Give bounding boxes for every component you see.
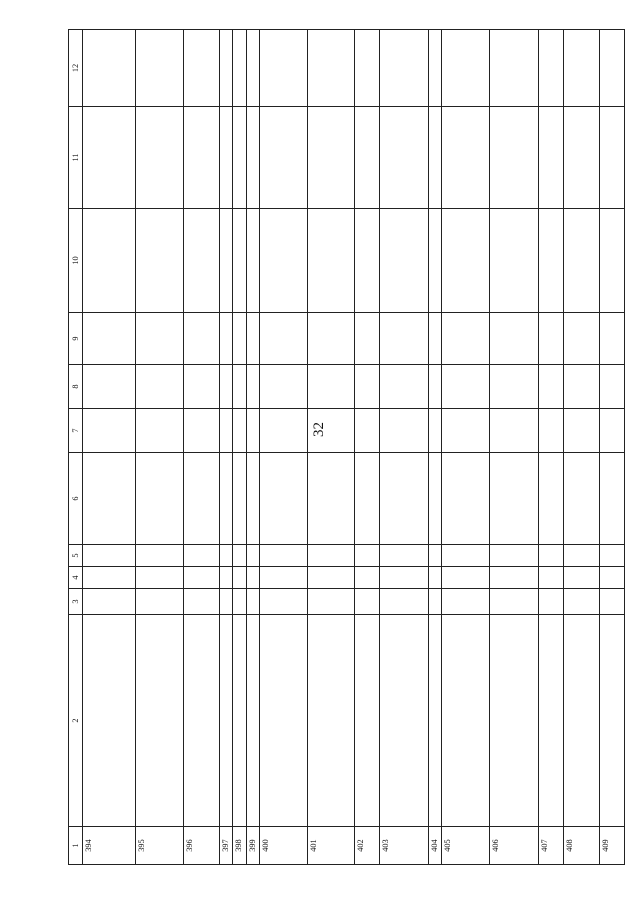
table-cell (260, 365, 307, 409)
table-cell (563, 567, 599, 589)
table-cell (183, 453, 219, 545)
table-cell (442, 409, 490, 453)
table-cell (442, 107, 490, 209)
table-cell (260, 615, 307, 827)
table-cell (599, 567, 624, 589)
table-cell (538, 209, 563, 313)
table-cell (442, 545, 490, 567)
table-cell (219, 107, 233, 209)
table-cell (183, 615, 219, 827)
table-cell (538, 409, 563, 453)
table-cell (380, 567, 428, 589)
table-cell (260, 409, 307, 453)
table-cell (183, 30, 219, 107)
table-cell (83, 545, 136, 567)
table-cell (83, 107, 136, 209)
table-cell (135, 30, 183, 107)
table-cell (563, 107, 599, 209)
table-cell (246, 409, 260, 453)
table-cell (442, 30, 490, 107)
table-cell (260, 209, 307, 313)
column-number-row (69, 30, 83, 865)
table-cell (233, 107, 247, 209)
table-cell (233, 567, 247, 589)
table-cell (246, 453, 260, 545)
table-cell (183, 313, 219, 365)
table-cell (599, 107, 624, 209)
table-cell (135, 107, 183, 209)
table-cell (428, 107, 442, 209)
table-cell (83, 453, 136, 545)
table-cell (563, 30, 599, 107)
table-cell (428, 365, 442, 409)
table-cell: 402 (354, 827, 379, 865)
table-cell (307, 453, 354, 545)
table-cell (307, 409, 354, 453)
table-cell (428, 30, 442, 107)
table-cell (599, 545, 624, 567)
table-cell (538, 589, 563, 615)
table-cell (233, 589, 247, 615)
table-cell (380, 365, 428, 409)
table-cell (83, 409, 136, 453)
table-cell (442, 589, 490, 615)
table-cell (599, 365, 624, 409)
table-cell (428, 209, 442, 313)
table-cell (135, 365, 183, 409)
table-cell (490, 453, 538, 545)
table-cell (233, 313, 247, 365)
table-row (135, 30, 183, 865)
column-number: 2 (69, 615, 83, 827)
table-cell (183, 567, 219, 589)
table-cell (354, 30, 379, 107)
table-cell (428, 589, 442, 615)
table-cell (538, 453, 563, 545)
table-cell (246, 107, 260, 209)
table-cell (183, 365, 219, 409)
table-cell (599, 30, 624, 107)
table-cell (563, 453, 599, 545)
table-cell: 396 (183, 827, 219, 865)
table-cell (233, 615, 247, 827)
table-cell (260, 453, 307, 545)
table-cell (380, 313, 428, 365)
table-cell (380, 545, 428, 567)
table-cell (135, 409, 183, 453)
table-cell (490, 365, 538, 409)
table-cell: 408 (563, 827, 599, 865)
table-cell (219, 453, 233, 545)
table-cell (563, 209, 599, 313)
table-cell (219, 365, 233, 409)
table-cell (354, 365, 379, 409)
table-cell: 399 (246, 827, 260, 865)
table-cell (183, 409, 219, 453)
table-row (307, 30, 354, 865)
table-cell (307, 209, 354, 313)
table-cell (442, 567, 490, 589)
table-cell (83, 567, 136, 589)
table-cell (219, 567, 233, 589)
table-cell (538, 615, 563, 827)
table-cell (260, 30, 307, 107)
table-row (380, 30, 428, 865)
table-cell (219, 589, 233, 615)
table-row (538, 30, 563, 865)
table-row (219, 30, 233, 865)
table-cell (307, 30, 354, 107)
table-cell (260, 567, 307, 589)
table-cell (83, 30, 136, 107)
table-cell (83, 313, 136, 365)
table-cell (135, 567, 183, 589)
table-cell (233, 365, 247, 409)
table-cell (233, 409, 247, 453)
table-cell (354, 453, 379, 545)
table-cell (490, 409, 538, 453)
table-cell (599, 589, 624, 615)
table-cell: 401 (307, 827, 354, 865)
table-cell (233, 545, 247, 567)
table-cell (135, 545, 183, 567)
table-cell (219, 30, 233, 107)
table-cell: 398 (233, 827, 247, 865)
table-cell: 395 (135, 827, 183, 865)
table-cell (538, 107, 563, 209)
table-cell (183, 209, 219, 313)
table-cell (599, 313, 624, 365)
table-cell: 407 (538, 827, 563, 865)
table-cell (490, 209, 538, 313)
table-cell (260, 545, 307, 567)
table-cell (354, 545, 379, 567)
table-cell (490, 545, 538, 567)
table-row (428, 30, 442, 865)
table-cell: 406 (490, 827, 538, 865)
table-cell (246, 589, 260, 615)
column-number: 6 (69, 453, 83, 545)
table-cell (219, 209, 233, 313)
table-cell (380, 615, 428, 827)
column-number: 12 (69, 30, 83, 107)
table-cell (599, 453, 624, 545)
table-cell: 405 (442, 827, 490, 865)
table-cell (307, 365, 354, 409)
table-cell (307, 313, 354, 365)
table-cell (563, 615, 599, 827)
table-cell (260, 589, 307, 615)
table-cell (538, 545, 563, 567)
table-cell (538, 30, 563, 107)
table-cell: 404 (428, 827, 442, 865)
table-cell (428, 567, 442, 589)
table-cell (380, 453, 428, 545)
table-cell (83, 589, 136, 615)
table-cell (563, 409, 599, 453)
table-cell (538, 567, 563, 589)
table-cell (307, 589, 354, 615)
table-cell: 397 (219, 827, 233, 865)
table-cell (135, 209, 183, 313)
table-cell (354, 589, 379, 615)
table-cell (135, 313, 183, 365)
table-cell (599, 209, 624, 313)
table-cell (563, 545, 599, 567)
table-cell (538, 313, 563, 365)
column-number: 8 (69, 365, 83, 409)
table-cell (428, 409, 442, 453)
table-cell (490, 615, 538, 827)
table-row (442, 30, 490, 865)
table-cell (246, 567, 260, 589)
table-cell (83, 209, 136, 313)
column-number: 1 (69, 827, 83, 865)
table-row (563, 30, 599, 865)
column-number: 3 (69, 589, 83, 615)
table-cell (183, 107, 219, 209)
table-cell (442, 453, 490, 545)
table-cell (135, 453, 183, 545)
column-number: 11 (69, 107, 83, 209)
table-cell (246, 615, 260, 827)
table-cell (135, 589, 183, 615)
table-row (599, 30, 624, 865)
table-cell (233, 30, 247, 107)
table-cell (135, 615, 183, 827)
table-cell (354, 567, 379, 589)
table-cell (307, 545, 354, 567)
table-cell (490, 589, 538, 615)
table-cell (307, 567, 354, 589)
budget-table (68, 29, 625, 865)
table-row (83, 30, 136, 865)
table-cell (442, 313, 490, 365)
table-row (246, 30, 260, 865)
table-cell (233, 209, 247, 313)
table-cell (219, 313, 233, 365)
table-cell (538, 365, 563, 409)
table-cell (219, 615, 233, 827)
table-cell (246, 313, 260, 365)
table-cell (563, 589, 599, 615)
table-cell (246, 365, 260, 409)
table-frame (68, 30, 625, 865)
table-cell (428, 313, 442, 365)
table-cell (233, 453, 247, 545)
table-cell (428, 545, 442, 567)
column-number: 5 (69, 545, 83, 567)
table-cell (380, 209, 428, 313)
table-cell (246, 545, 260, 567)
table-cell (380, 409, 428, 453)
page-number: 32 (311, 422, 327, 437)
table-cell (307, 107, 354, 209)
table-cell (260, 107, 307, 209)
table-cell (442, 209, 490, 313)
table-cell (354, 209, 379, 313)
table-cell (490, 567, 538, 589)
table-cell (354, 615, 379, 827)
table-cell (599, 409, 624, 453)
table-cell (83, 615, 136, 827)
table-row (233, 30, 247, 865)
table-cell (219, 409, 233, 453)
table-cell (442, 365, 490, 409)
table-cell (354, 409, 379, 453)
table-cell (380, 30, 428, 107)
table-cell (380, 107, 428, 209)
table-cell (83, 365, 136, 409)
table-cell: 409 (599, 827, 624, 865)
table-cell (563, 313, 599, 365)
table-cell (246, 30, 260, 107)
table-cell (428, 615, 442, 827)
column-number: 10 (69, 209, 83, 313)
table-cell (354, 313, 379, 365)
table-cell (183, 589, 219, 615)
table-row (490, 30, 538, 865)
table-cell (260, 313, 307, 365)
table-cell (563, 365, 599, 409)
column-number: 7 (69, 409, 83, 453)
table-cell (219, 545, 233, 567)
table-row (260, 30, 307, 865)
table-row (354, 30, 379, 865)
table-cell (380, 589, 428, 615)
table-cell (246, 209, 260, 313)
table-cell (490, 30, 538, 107)
table-cell: 400 (260, 827, 307, 865)
column-number: 9 (69, 313, 83, 365)
table-cell (354, 107, 379, 209)
table-cell (599, 615, 624, 827)
column-number: 4 (69, 567, 83, 589)
table-cell (490, 107, 538, 209)
table-cell (490, 313, 538, 365)
table-cell: 403 (380, 827, 428, 865)
table-cell: 394 (83, 827, 136, 865)
table-row (183, 30, 219, 865)
table-cell (183, 545, 219, 567)
table-cell (307, 615, 354, 827)
table-cell (442, 615, 490, 827)
table-cell (428, 453, 442, 545)
